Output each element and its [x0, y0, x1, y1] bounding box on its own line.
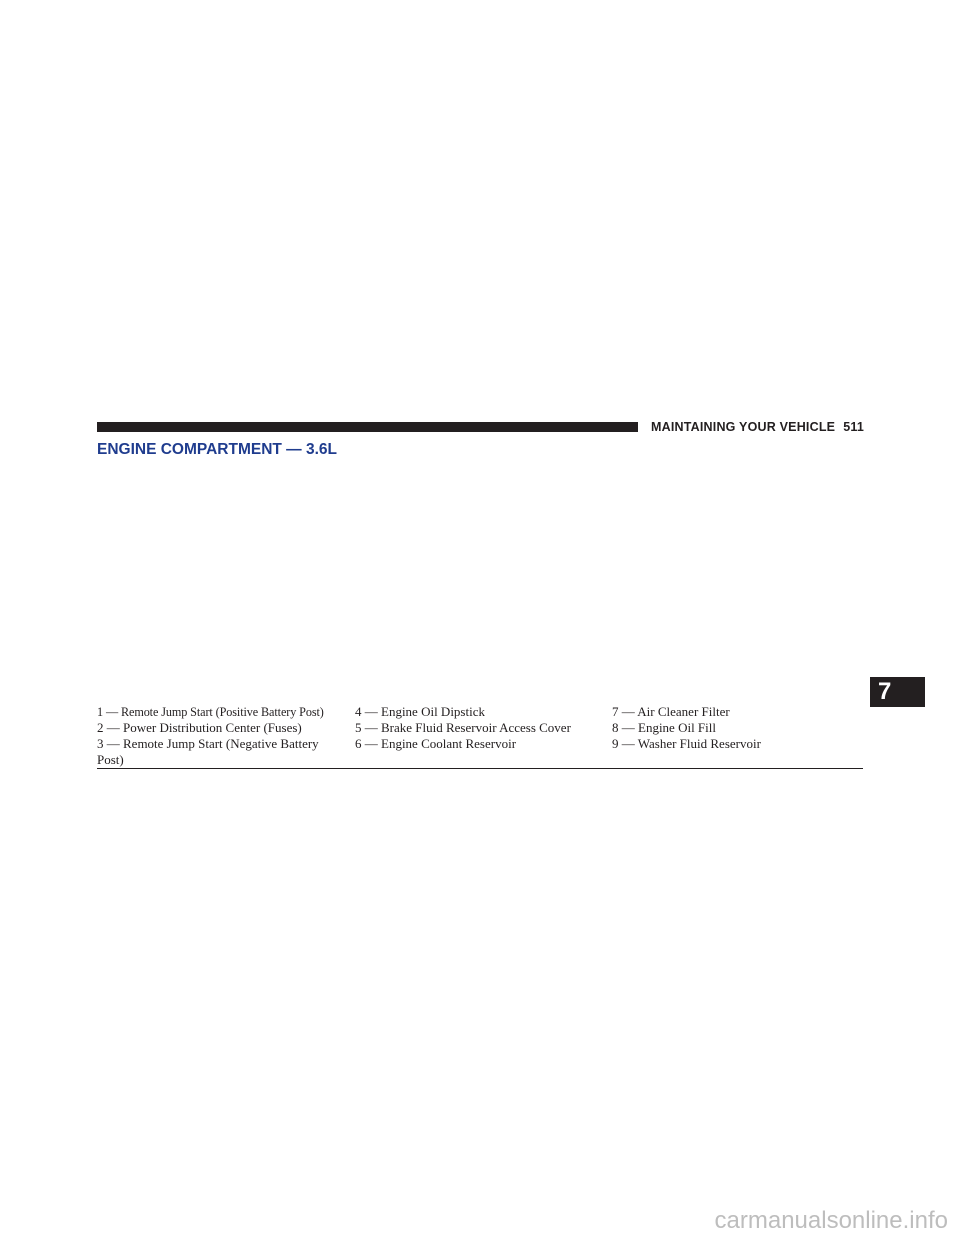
legend-item-8: 8 — Engine Oil Fill: [612, 720, 716, 735]
legend-item-9: 9 — Washer Fluid Reservoir: [612, 736, 761, 751]
legend-item-5: 5 — Brake Fluid Reservoir Access Cover: [355, 720, 571, 735]
legend-bottom-rule: [97, 768, 863, 769]
legend-item-4: 4 — Engine Oil Dipstick: [355, 704, 485, 719]
legend-item-6: 6 — Engine Coolant Reservoir: [355, 736, 517, 751]
chapter-tab: [870, 677, 925, 707]
legend-column-1: [97, 704, 347, 768]
page-number: 511: [843, 420, 864, 434]
section-title: ENGINE COMPARTMENT — 3.6L: [97, 441, 337, 458]
running-header: [651, 419, 864, 435]
legend-column-2: [355, 704, 605, 752]
chapter-number: 7: [878, 678, 892, 705]
watermark: carmanualsonline.info: [714, 1207, 948, 1234]
legend-column-3: [612, 704, 852, 752]
running-header-section: MAINTAINING YOUR VEHICLE: [651, 420, 836, 434]
legend-item-1: 1 — Remote Jump Start (Positive Battery Post): [97, 705, 324, 719]
header-rule-bar: [97, 422, 638, 432]
legend-item-3: 3 — Remote Jump Start (Negative Battery Post): [97, 736, 319, 767]
legend-item-2: 2 — Power Distribution Center (Fuses): [97, 720, 302, 735]
legend-item-7: 7 — Air Cleaner Filter: [612, 704, 730, 719]
